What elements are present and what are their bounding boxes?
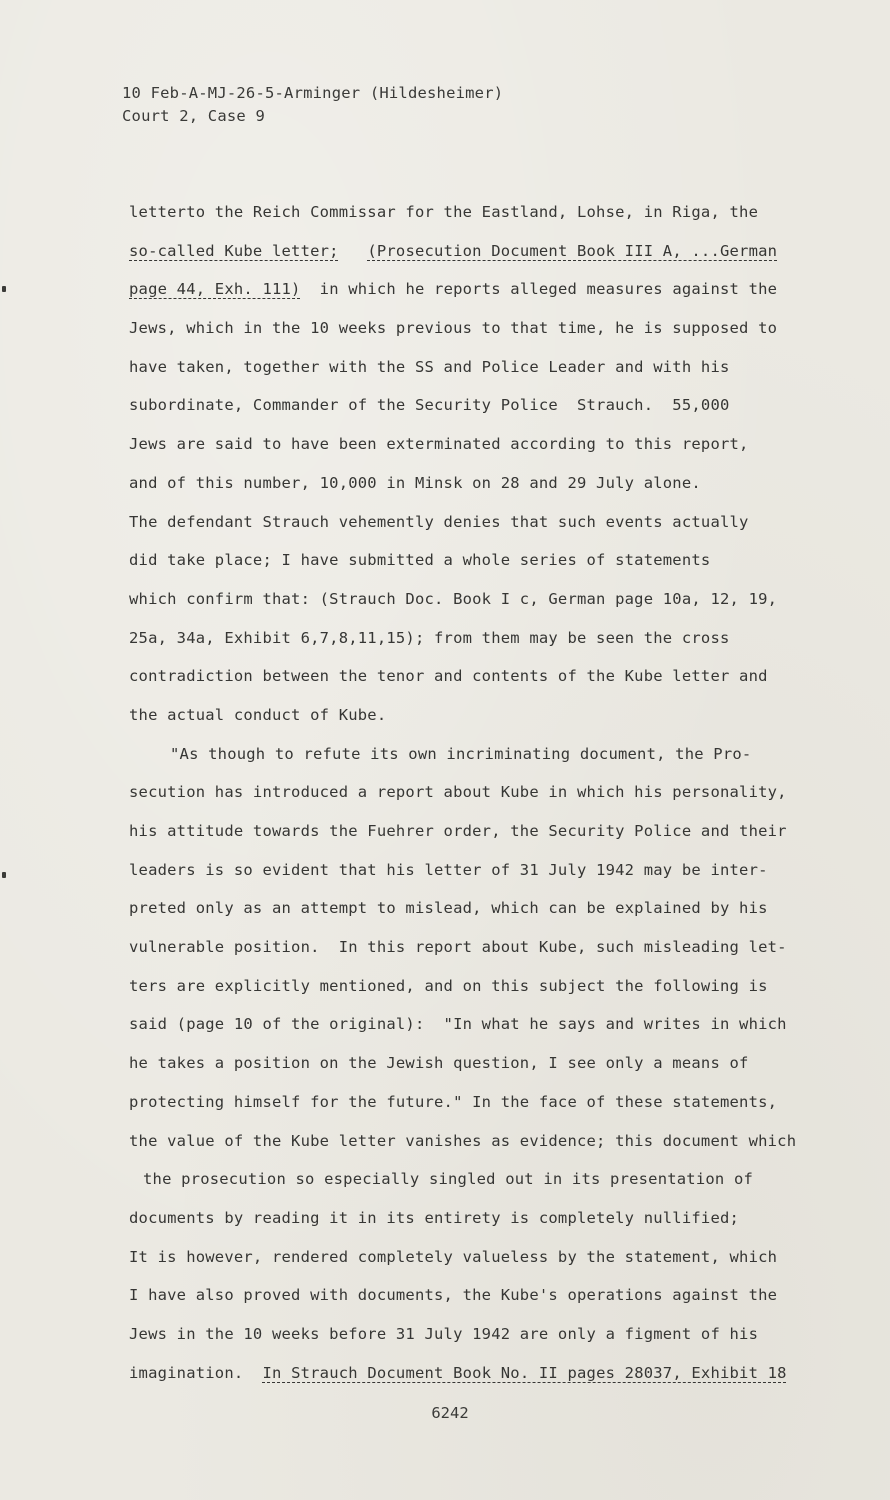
text-line: and of this number, 10,000 in Minsk on 28 and 29 July alone. xyxy=(129,473,701,492)
text-line xyxy=(129,1354,819,1393)
header-court-case: Court 2, Case 9 xyxy=(122,107,265,125)
text-line: It is however, rendered completely valueless by the statement, which xyxy=(129,1247,778,1266)
text-line: vulnerable position. In this report about Kube, such misleading let- xyxy=(129,938,787,957)
text-line: subordinate, Commander of the Security Police Strauch. 55,000 xyxy=(129,396,730,415)
text-line: the prosecution so especially singled out in its presentation of xyxy=(143,1170,754,1189)
text-line xyxy=(129,270,819,309)
text-line: documents by reading it in its entirety is completely nullified; xyxy=(129,1208,740,1227)
text-line: 25a, 34a, Exhibit 6,7,8,11,15); from them may be seen the cross xyxy=(129,628,730,647)
text-segment: page 44, Exh. 111) xyxy=(129,280,301,299)
text-line: secution has introduced a report about Kube in which his personality, xyxy=(129,783,787,802)
text-line: the actual conduct of Kube. xyxy=(129,705,387,724)
text-line: leaders is so evident that his letter of 31 July 1942 may be inter- xyxy=(129,860,768,879)
text-line: preted only as an attempt to mislead, which can be explained by his xyxy=(129,899,768,918)
punch-mark xyxy=(2,286,6,292)
text-line: protecting himself for the future." In the face of these statements, xyxy=(129,1092,778,1111)
page-number: 6242 xyxy=(431,1404,469,1422)
text-line: did take place; I have submitted a whole series of statements xyxy=(129,551,711,570)
text-line: letterto the Reich Commissar for the Eastland, Lohse, in Riga, the xyxy=(129,203,759,221)
punch-mark xyxy=(2,872,6,878)
text-segment: imagination. xyxy=(129,1363,244,1382)
text-line: the value of the Kube letter vanishes as evidence; this document which xyxy=(129,1131,797,1150)
text-line: "As though to refute its own incriminating document, the Pro- xyxy=(170,744,752,763)
text-line: have taken, together with the SS and Police Leader and with his xyxy=(129,357,730,376)
text-line xyxy=(129,232,819,271)
text-line: said (page 10 of the original): "In what he says and writes in which xyxy=(129,1015,787,1034)
text-line: contradiction between the tenor and contents of the Kube letter and xyxy=(129,667,768,686)
text-line: Jews, which in the 10 weeks previous to that time, he is supposed to xyxy=(129,319,778,338)
text-line: Jews in the 10 weeks before 31 July 1942 are only a figment of his xyxy=(129,1324,759,1343)
header-reference: 10 Feb-A-MJ-26-5-Arminger (Hildesheimer) xyxy=(122,84,504,102)
text-line: Jews are said to have been exterminated according to this report, xyxy=(129,435,749,454)
text-segment: (Prosecution Document Book III A, ...German xyxy=(367,241,778,260)
document-header xyxy=(122,82,503,128)
text-line: which confirm that: (Strauch Doc. Book I c, German page 10a, 12, 19, xyxy=(129,589,778,608)
text-segment: in which he reports alleged measures against the xyxy=(319,280,778,299)
text-line: he takes a position on the Jewish question, I see only a means of xyxy=(129,1054,749,1073)
text-segment: In Strauch Document Book No. II pages 28037, Exhibit 18 xyxy=(262,1363,787,1382)
document-body xyxy=(129,193,819,1392)
text-line: The defendant Strauch vehemently denies that such events actually xyxy=(129,512,749,531)
text-line: ters are explicitly mentioned, and on this subject the following is xyxy=(129,976,768,995)
text-segment: so-called Kube letter; xyxy=(129,241,339,260)
text-line: his attitude towards the Fuehrer order, the Security Police and their xyxy=(129,822,787,840)
text-line: I have also proved with documents, the Kube's operations against the xyxy=(129,1286,778,1305)
